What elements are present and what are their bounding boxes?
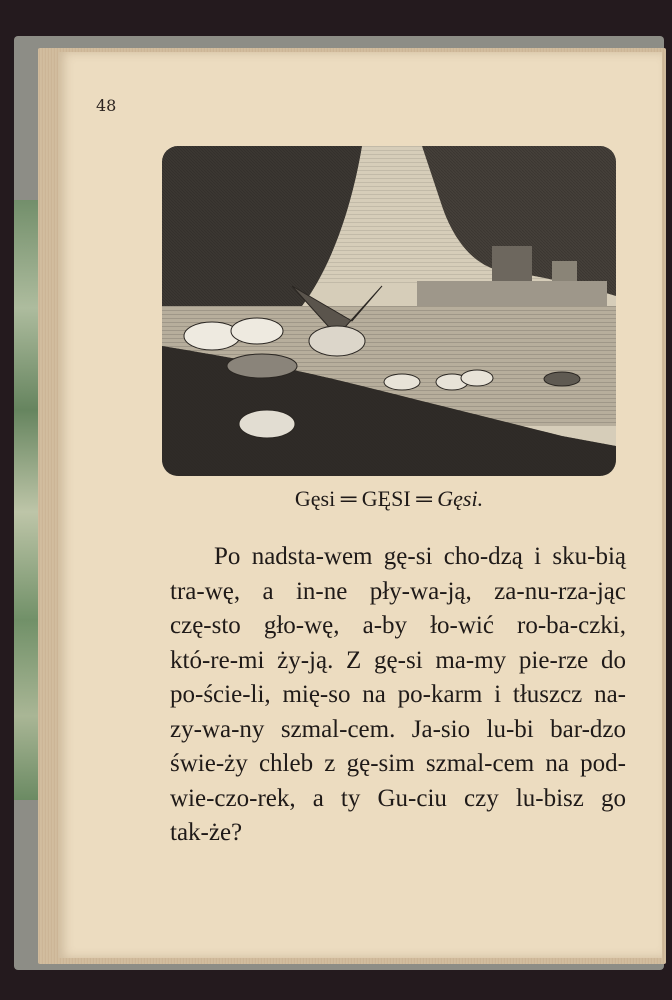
paragraph: [170, 540, 626, 851]
caption-separator: ═: [416, 486, 432, 511]
text-line: po-ście-li, mię-so na po-karm i tłuszcz na-: [170, 681, 626, 708]
text-line: tra-wę, a in-ne pły-wa-ją, za-nu-rza-jąc: [170, 577, 626, 605]
text-line: zy-wa-ny szmal-cem. Ja-sio lu-bi bar-dzo: [170, 715, 626, 743]
caption-caps: GĘSI: [361, 486, 411, 511]
caption-roman: Gęsi: [294, 486, 336, 511]
caption-separator: ═: [340, 486, 357, 511]
geese-illustration: [162, 146, 616, 476]
text-line: czę-sto gło-wę, a-by ło-wić ro-ba-czki,: [170, 612, 626, 639]
text-line: Po nadsta-wem gę-si cho-dzą i sku-bią: [214, 543, 626, 570]
page-number: 48: [96, 96, 117, 115]
text-line: wie-czo-rek, a ty Gu-ciu czy lu-bisz go: [170, 784, 626, 812]
text-line: świe-ży chleb z gę-sim szmal-cem na pod-: [170, 750, 626, 777]
caption-italic: Gęsi.: [437, 486, 484, 511]
text-line: któ-re-mi ży-ją. Z gę-si ma-my pie-rze do: [170, 646, 626, 674]
text-line: tak-że?: [170, 819, 243, 846]
illustration-caption: [160, 486, 618, 512]
